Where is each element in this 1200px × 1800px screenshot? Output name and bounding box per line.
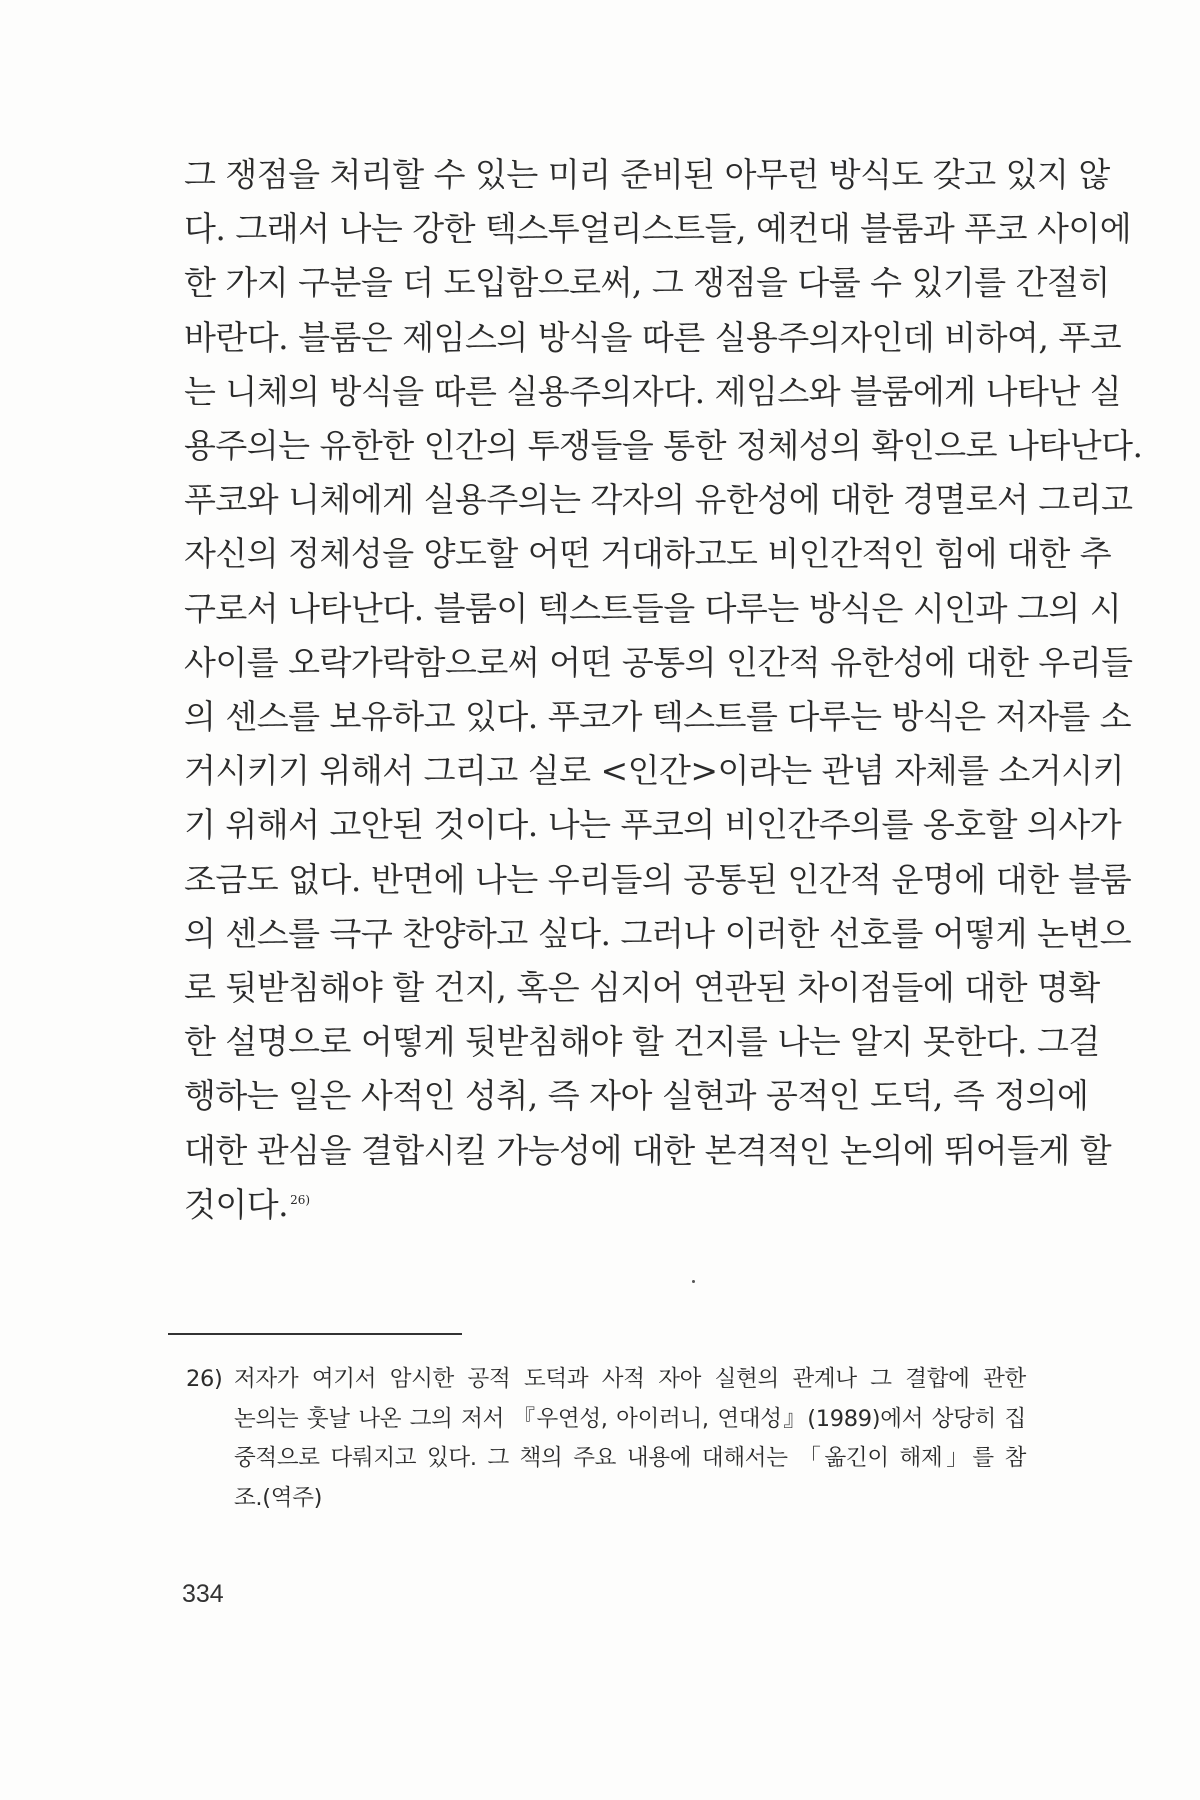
body-text [184, 148, 1143, 1232]
page-number: 334 [182, 1580, 224, 1608]
body-line: 행하는 일은 사적인 성취, 즉 자아 실현과 공적인 도덕, 즉 정의에 [184, 1076, 1089, 1116]
body-line: 다. 그래서 나는 강한 텍스투얼리스트들, 예컨대 블룸과 푸코 사이에 [184, 209, 1132, 249]
footnote-marker: 26) [186, 1366, 223, 1392]
body-line-last [184, 1178, 1024, 1232]
footnote-body [234, 1360, 1026, 1518]
footnote-line: 조.(역주) [234, 1484, 323, 1511]
body-line: 기 위해서 고안된 것이다. 나는 푸코의 비인간주의를 옹호할 의사가 [184, 805, 1122, 845]
footnote-line: 중적으로 다뤄지고 있다. 그 책의 주요 내용에 대해서는 「옮긴이 해제」를 참 [234, 1445, 1026, 1471]
body-line-text: 것이다. [184, 1184, 289, 1224]
body-line: 의 센스를 보유하고 있다. 푸코가 텍스트를 다루는 방식은 저자를 소 [184, 697, 1132, 737]
body-line: 한 가지 구분을 더 도입함으로써, 그 쟁점을 다룰 수 있기를 간절히 [184, 263, 1110, 303]
body-line: 로 뒷받침해야 할 건지, 혹은 심지어 연관된 차이점들에 대한 명확 [184, 968, 1100, 1008]
body-line: 는 니체의 방식을 따른 실용주의자다. 제임스와 블룸에게 나타난 실 [184, 371, 1122, 411]
body-line: 그 쟁점을 처리할 수 있는 미리 준비된 아무런 방식도 갖고 있지 않 [184, 155, 1110, 194]
body-line: 용주의는 유한한 인간의 투쟁들을 통한 정체성의 확인으로 나타난다. [184, 426, 1143, 466]
body-line: 바란다. 블룸은 제임스의 방식을 따른 실용주의자인데 비하여, 푸코 [184, 317, 1122, 357]
body-line: 구로서 나타난다. 블룸이 텍스트들을 다루는 방식은 시인과 그의 시 [184, 588, 1122, 628]
body-line: 푸코와 니체에게 실용주의는 각자의 유한성에 대한 경멸로서 그리고 [184, 480, 1133, 520]
footnote-divider [168, 1333, 462, 1335]
body-line: 한 설명으로 어떻게 뒷받침해야 할 건지를 나는 알지 못한다. 그걸 [184, 1022, 1100, 1062]
scan-speck [692, 1280, 695, 1283]
body-line: 사이를 오락가락함으로써 어떤 공통의 인간적 유한성에 대한 우리들 [184, 642, 1133, 682]
footnote-reference[interactable]: 26) [290, 1192, 311, 1207]
body-line: 대한 관심을 결합시킬 가능성에 대한 본격적인 논의에 뛰어들게 할 [184, 1130, 1112, 1170]
body-line: 거시키기 위해서 그리고 실로 <인간>이라는 관념 자체를 소거시키 [184, 751, 1125, 791]
body-line: 조금도 없다. 반면에 나는 우리들의 공통된 인간적 운명에 대한 블룸 [184, 859, 1132, 899]
body-line: 의 센스를 극구 찬양하고 싶다. 그러나 이러한 선호를 어떻게 논변으 [184, 913, 1132, 953]
footnote-line: 논의는 훗날 나온 그의 저서 『우연성, 아이러니, 연대성』(1989)에서 상당히 집 [234, 1405, 1026, 1432]
footnote-line: 저자가 여기서 암시한 공적 도덕과 사적 자아 실현의 관계나 그 결합에 관한 [234, 1366, 1026, 1392]
body-line: 자신의 정체성을 양도할 어떤 거대하고도 비인간적인 힘에 대한 추 [184, 534, 1112, 574]
footnote [186, 1360, 1026, 1518]
